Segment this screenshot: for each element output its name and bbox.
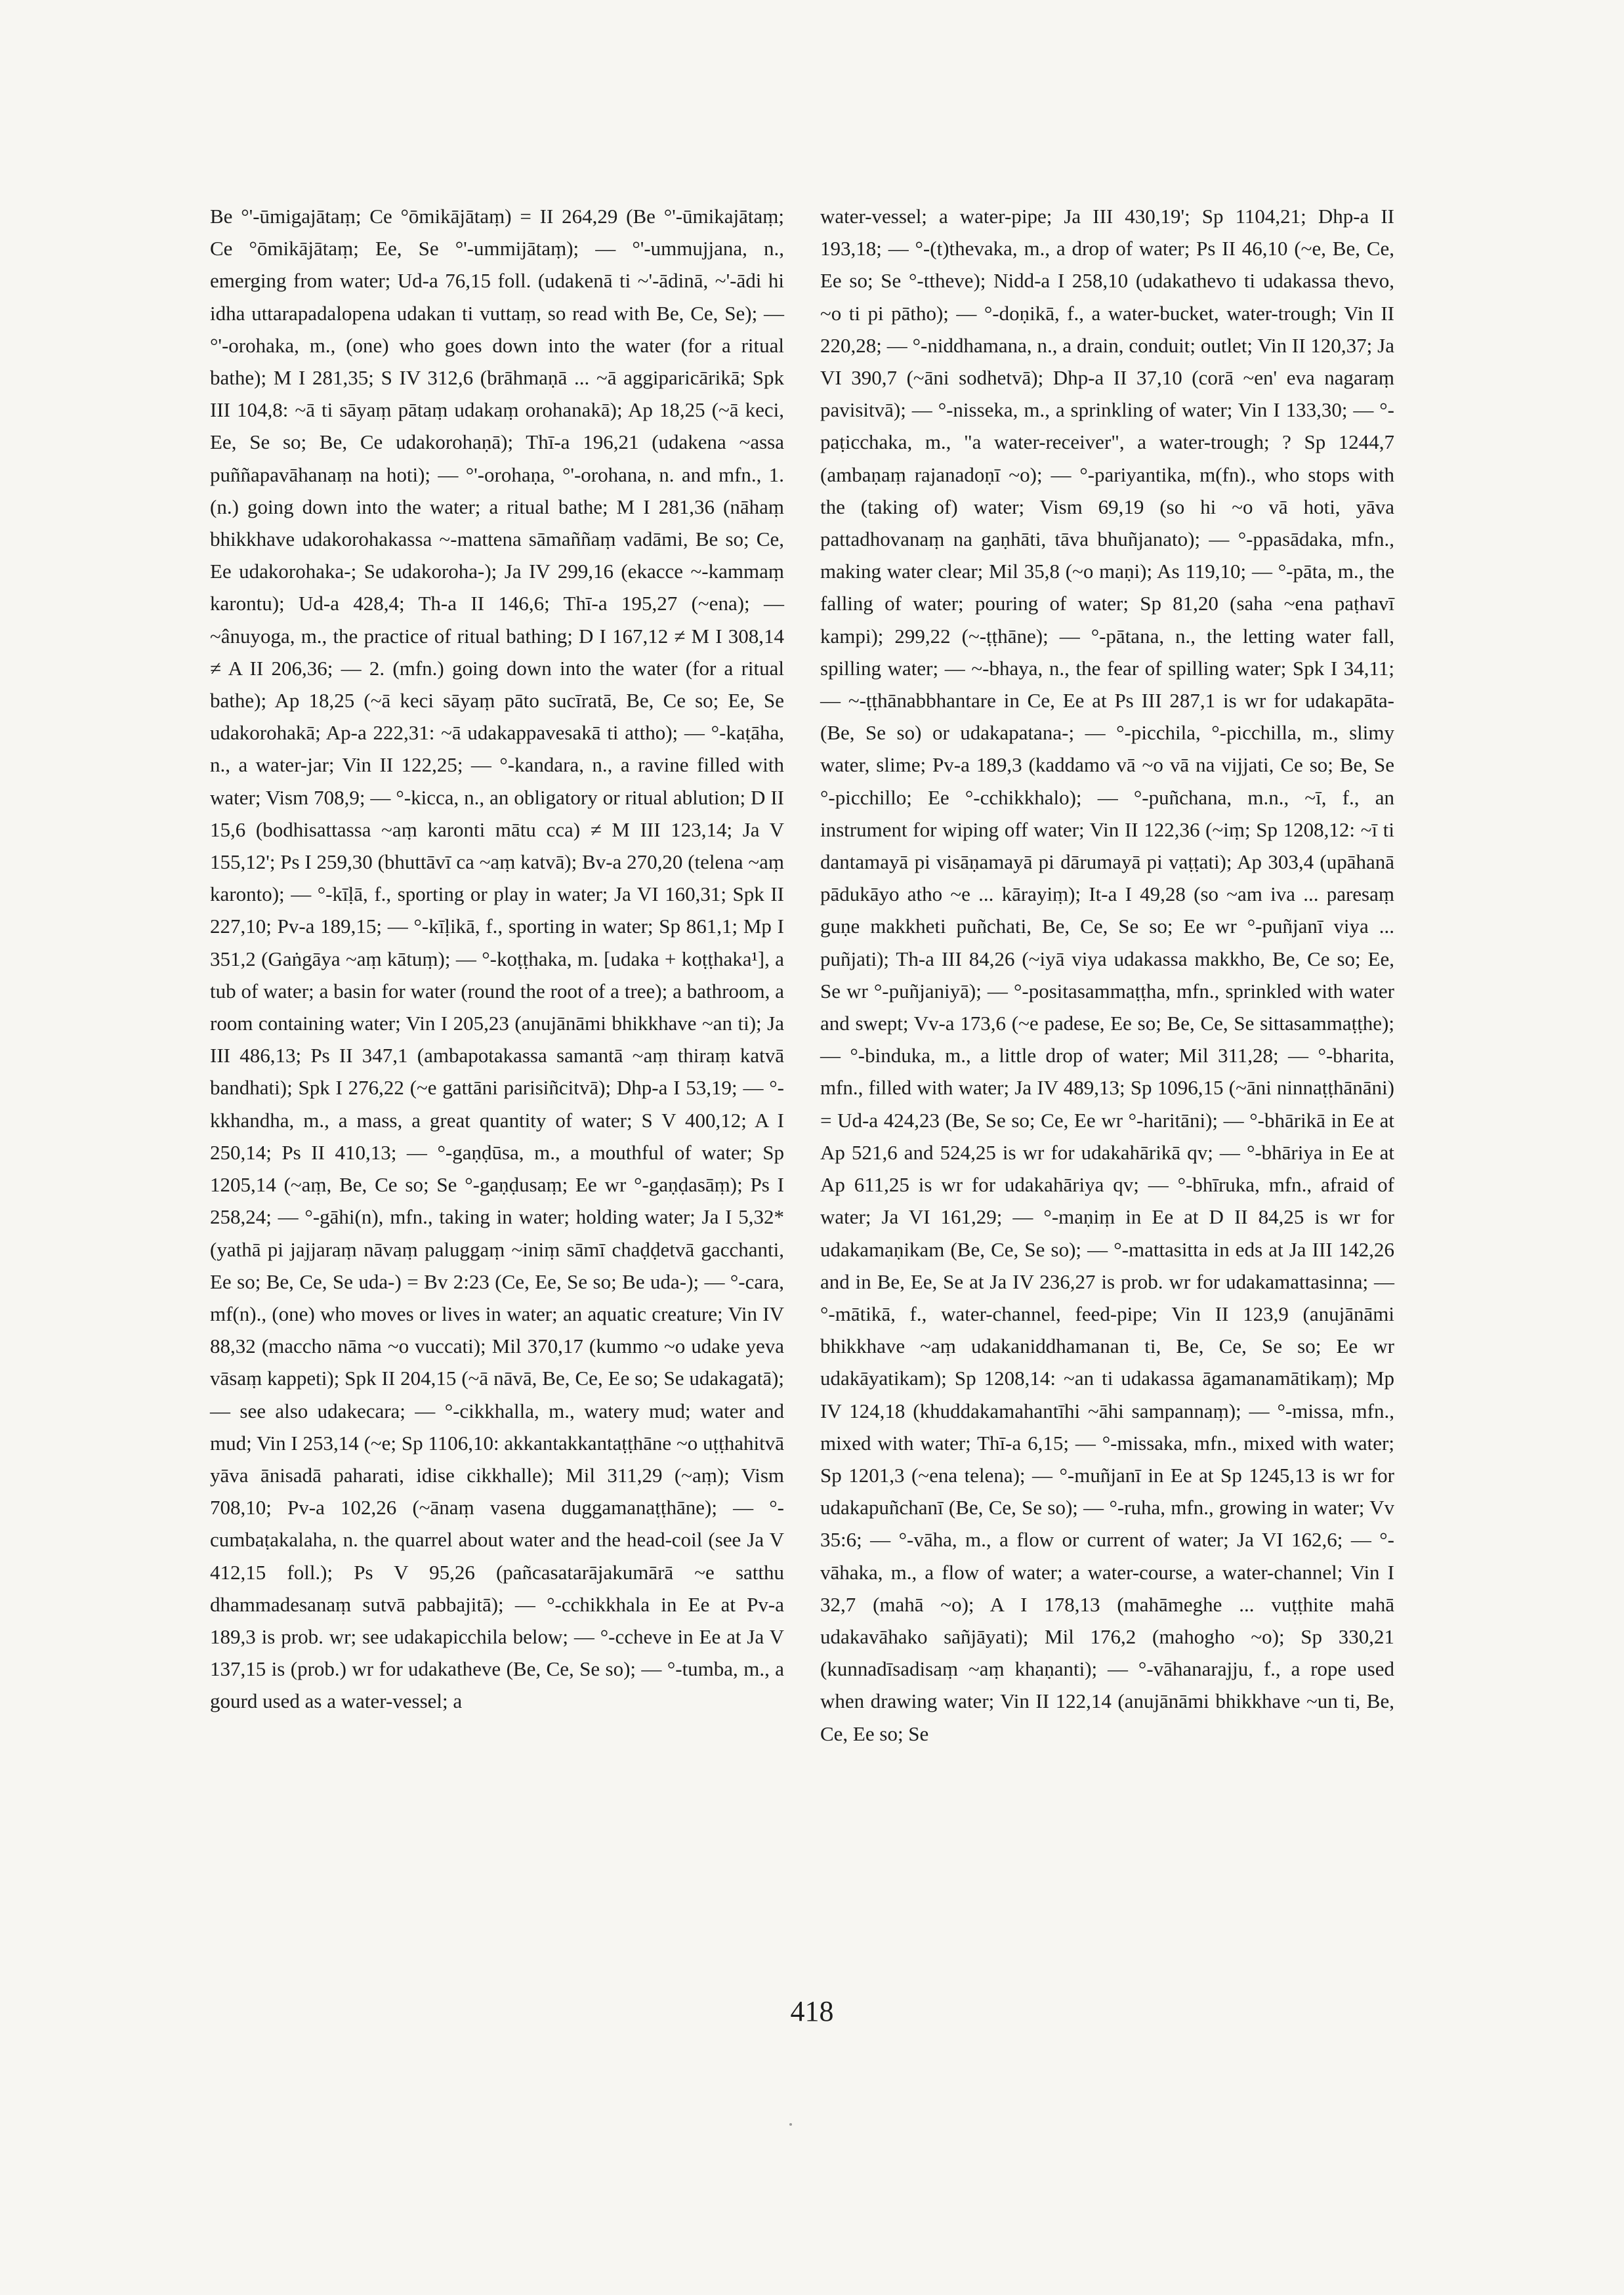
right-column-text: water-vessel; a water-pipe; Ja III 430,19'; Sp 1104,21; Dhp-a II 193,18; — °-(t)thevaka, m., a drop of water; Ps II 46,10 (~e, Be, Ce, Ee so; Se °-ttheve); Nidd-a I 258,10 (udakathevo ti udakassa thevo, ~o ti pi pātho); — °-doṇikā, f., a water-bucket, water-trough; Vin II 220,28; — °-niddhamana, n., a drain, conduit; outlet; Vin II 120,37; Ja VI 390,7 (~āni sodhetvā); Dhp-a II 37,10 (corā ~en' eva nagaraṃ pavisitvā); — °-nisseka, m., a sprinkling of water; Vin I 133,30; — °-paṭicchaka, m., "a water-receiver", a water-trough; ? Sp 1244,7 (ambaṇaṃ rajanadoṇī ~o); — °-pariyantika, m(fn)., who stops with the (taking of) water; Vism 69,19 (so hi ~o vā hoti, yāva pattadhovanaṃ na gaṇhāti, tāva bhuñjanato); — °-ppasādaka, mfn., making water clear; Mil 35,8 (~o maṇi); As 119,10; — °-pāta, m., the falling of water; pouring of water; Sp 81,20 (saha ~ena paṭhavī kampi); 299,22 (~-ṭṭhāne); — °-pātana, n., the letting water fall, spilling water; — ~-bhaya, n., the fear of spilling water; Spk I 34,11; — ~-ṭṭhānabbhantare in Ce, Ee at Ps III 287,1 is wr for udakapāta- (Be, Se so) or udakapatana-; — °-picchila, °-picchilla, m., slimy water, slime; Pv-a 189,3 (kaddamo vā ~o vā na vijjati, Ce so; Be, Se °-picchillo; Ee °-cchikkhalo); — °-puñchana, m.n., ~ī, f., an instrument for wiping off water; Vin II 122,36 (~iṃ; Sp 1208,12: ~ī ti dantamayā pi visāṇamayā pi dārumayā pi vaṭṭati); Ap 303,4 (upāhanā pādukāyo atho ~e ... kārayiṃ); It-a I 49,28 (so ~am iva ... paresaṃ guṇe makkheti puñchati, Be, Ce, Se so; Ee wr °-puñjanī viya ... puñjati); Th-a III 84,26 (~iyā viya udakassa makkho, Be, Ce so; Ee, Se wr °-puñjaniyā); — °-positasammaṭṭha, mfn., sprinkled with water and swept; Vv-a 173,6 (~e padese, Ee so; Be, Ce, Se sittasammaṭṭhe); — °-binduka, m., a little drop of water; Mil 311,28; — °-bharita, mfn., filled with water; Ja IV 489,13; Sp 1096,15 (~āni ninnaṭṭhānāni) = Ud-a 424,23 (Be, Se so; Ce, Ee wr °-haritāni); — °-bhārikā in Ee at Ap 521,6 and 524,25 is wr for udakahārikā qv; — °-bhāriya in Ee at Ap 611,25 is wr for udakahāriya qv; — °-bhīruka, mfn., afraid of water; Ja VI 161,29; — °-maṇiṃ in Ee at D II 84,25 is wr for udakamaṇikam (Be, Ce, Se so); — °-mattasitta in eds at Ja III 142,26 and in Be, Ee, Se at Ja IV 236,27 is prob. wr for udakamattasinna; — °-mātikā, f., water-channel, feed-pipe; Vin II 123,9 (anujānāmi bhikkhave ~aṃ udakaniddhamanan ti, Be, Ce, Se so; Ee wr udakāyatikam); Sp 1208,14: ~an ti udakassa āgamanamātikaṃ); Mp IV 124,18 (khuddakamahantīhi ~āhi sampannaṃ); — °-missa, mfn., mixed with water; Thī-a 6,15; — °-missaka, mfn., mixed with water; Sp 1201,3 (~ena telena); — °-muñjanī in Ee at Sp 1245,13 is wr for udakapuñchanī (Be, Ce, Se so); — °-ruha, mfn., growing in water; Vv 35:6; — °-vāha, m., a flow or current of water; Ja VI 162,6; — °-vāhaka, m., a flow of water; a water-course, a water-channel; Vin I 32,7 (mahā ~o); A I 178,13 (mahāmeghe ... vuṭṭhite mahā udakavāhako sañjāyati); Mil 176,2 (mahogho ~o); Sp 330,21 (kunnadīsadisaṃ ~aṃ khaṇanti); — °-vāhanarajju, f., a rope used when drawing water; Vin II 122,14 (anujānāmi bhikkhave ~un ti, Be, Ce, Ee so; Se <box>820 205 1394 1745</box>
right-column <box>820 200 1394 1750</box>
page-number: 418 <box>790 1995 834 2027</box>
left-column <box>210 200 784 1718</box>
stray-dot-mark <box>789 2123 792 2126</box>
left-column-text: Be °'-ūmigajātaṃ; Ce °ōmikājātaṃ) = II 264,29 (Be °'-ūmikajātaṃ; Ce °ōmikājātaṃ; Ee, Se °'-ummijātaṃ); — °'-ummujjana, n., emerging from water; Ud-a 76,15 foll. (udakenā ti ~'-ādinā, ~'-ādi hi idha uttarapadalopena udakan ti vuttaṃ, so read with Be, Ce, Se); — °'-orohaka, m., (one) who goes down into the water (for a ritual bathe); M I 281,35; S IV 312,6 (brāhmaṇā ... ~ā aggiparicārikā; Spk III 104,8: ~ā ti sāyaṃ pātaṃ udakaṃ orohanakā); Ap 18,25 (~ā keci, Ee, Se so; Be, Ce udakorohaṇā); Thī-a 196,21 (udakena ~assa puññapavāhanaṃ na hoti); — °'-orohaṇa, °'-orohana, n. and mfn., 1. (n.) going down into the water; a ritual bathe; M I 281,36 (nāhaṃ bhikkhave udakorohakassa ~-mattena sāmaññaṃ vadāmi, Be so; Ce, Ee udakorohaka-; Se udakoroha-); Ja IV 299,16 (ekacce ~-kammaṃ karontu); Ud-a 428,4; Th-a II 146,6; Thī-a 195,27 (~ena); — ~ânuyoga, m., the practice of ritual bathing; D I 167,12 ≠ M I 308,14 ≠ A II 206,36; — 2. (mfn.) going down into the water (for a ritual bathe); Ap 18,25 (~ā keci sāyaṃ pāto sucīratā, Be, Ce so; Ee, Se udakorohakā; Ap-a 222,31: ~ā udakappavesakā ti attho); — °-kaṭāha, n., a water-jar; Vin II 122,25; — °-kandara, n., a ravine filled with water; Vism 708,9; — °-kicca, n., an obligatory or ritual ablution; D II 15,6 (bodhisattassa ~aṃ karonti mātu cca) ≠ M III 123,14; Ja V 155,12'; Ps I 259,30 (bhuttāvī ca ~aṃ katvā); Bv-a 270,20 (telena ~aṃ karonto); — °-kīḷā, f., sporting or play in water; Ja VI 160,31; Spk II 227,10; Pv-a 189,15; — °-kīḷikā, f., sporting in water; Sp 861,1; Mp I 351,2 (Gaṅgāya ~aṃ kātuṃ); — °-koṭṭhaka, m. [udaka + koṭṭhaka¹], a tub of water; a basin for water (round the root of a tree); a bathroom, a room containing water; Vin I 205,23 (anujānāmi bhikkhave ~an ti); Ja III 486,13; Ps II 347,1 (ambapotakassa samantā ~aṃ thiraṃ katvā bandhati); Spk I 276,22 (~e gattāni parisiñcitvā); Dhp-a I 53,19; — °-kkhandha, m., a mass, a great quantity of water; S V 400,12; A I 250,14; Ps II 410,13; — °-gaṇḍūsa, m., a mouthful of water; Sp 1205,14 (~aṃ, Be, Ce so; Se °-gaṇḍusaṃ; Ee wr °-gaṇḍasāṃ); Ps I 258,24; — °-gāhi(n), mfn., taking in water; holding water; Ja I 5,32* (yathā pi jajjaraṃ nāvaṃ paluggaṃ ~iniṃ sāmī chaḍḍetvā gacchanti, Ee so; Be, Ce, Se uda-) = Bv 2:23 (Ce, Ee, Se so; Be uda-); — °-cara, mf(n)., (one) who moves or lives in water; an aquatic creature; Vin IV 88,32 (maccho nāma ~o vuccati); Mil 370,17 (kummo ~o udake yeva vāsaṃ kappeti); Spk II 204,15 (~ā nāvā, Be, Ce, Ee so; Se udakagatā); — see also udakecara; — °-cikkhalla, m., watery mud; water and mud; Vin I 253,14 (~e; Sp 1106,10: akkantakkantaṭṭhāne ~o uṭṭhahitvā yāva ānisadā paharati, idise cikkhalle); Mil 311,29 (~aṃ); Vism 708,10; Pv-a 102,26 (~ānaṃ vasena duggamanaṭṭhāne); — °-cumbaṭakalaha, n. the quarrel about water and the head-coil (see Ja V 412,15 foll.); Ps V 95,26 (pañcasatarājakumārā ~e satthu dhammadesanaṃ sutvā pabbajitā); — °-cchikkhala in Ee at Pv-a 189,3 is prob. wr; see udakapicchila below; — °-ccheve in Ee at Ja V 137,15 is (prob.) wr for udakatheve (Be, Ce, Se so); — °-tumba, m., a gourd used as a water-vessel; a <box>210 205 784 1713</box>
